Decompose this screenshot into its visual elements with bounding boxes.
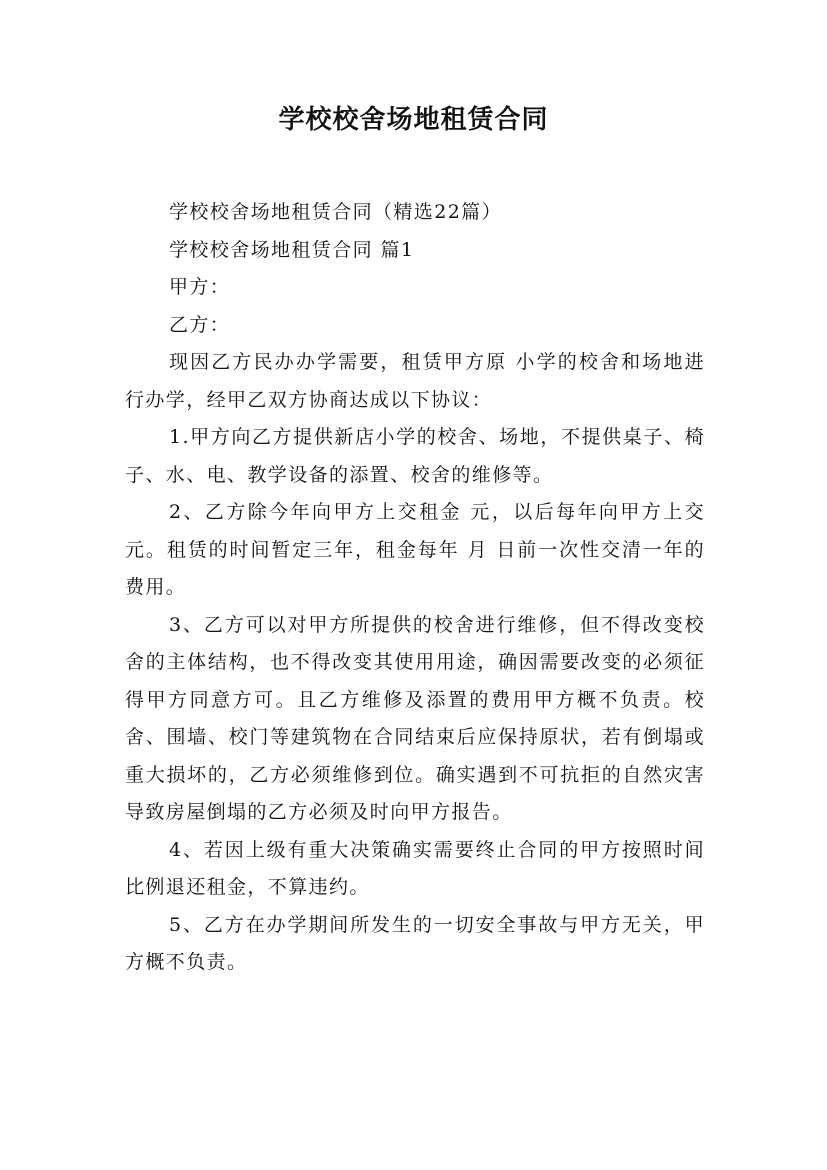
document-title: 学校校舍场地租赁合同 [278, 105, 549, 135]
paragraph-clause-2: 2、乙方除今年向甲方上交租金 元，以后每年向甲方上交 元。租赁的时间暂定三年，租金每年 月 日前一次性交清一年的费用。 [125, 501, 705, 598]
document-body [125, 194, 705, 982]
party-a-label: 甲方： [169, 276, 231, 298]
paragraph-intro: 现因乙方民办办学需要，租赁甲方原 小学的校舍和场地进行办学，经甲乙双方协商达成以下协议： [125, 351, 705, 411]
section-heading: 学校校舍场地租赁合同 篇1 [169, 238, 415, 261]
party-b-label: 乙方： [169, 313, 231, 336]
paragraph-clause-3: 3、乙方可以对甲方所提供的校舍进行维修，但不得改变校舍的主体结构，也不得改变其使用用途，确因需要改变的必须征得甲方同意方可。且乙方维修及添置的费用甲方概不负责。校舍、围墙、校门等建筑物在合同结束后应保持原状，若有倒塌或重大损坏的，乙方必须维修到位。确实遇到不可抗拒的自然灾害导致房屋倒塌的乙方必须及时向甲方报告。 [125, 613, 705, 823]
paragraph-clause-1: 1.甲方向乙方提供新店小学的校舍、场地，不提供桌子、椅子、水、电、教学设备的添置、校舍的维修等。 [125, 426, 705, 486]
subtitle-line: 学校校舍场地租赁合同（精选22篇） [169, 201, 502, 223]
paragraph-clause-4: 4、若因上级有重大决策确实需要终止合同的甲方按照时间比例退还租金，不算违约。 [125, 838, 705, 898]
paragraph-clause-5: 5、乙方在办学期间所发生的一切安全事故与甲方无关，甲方概不负责。 [125, 913, 705, 973]
